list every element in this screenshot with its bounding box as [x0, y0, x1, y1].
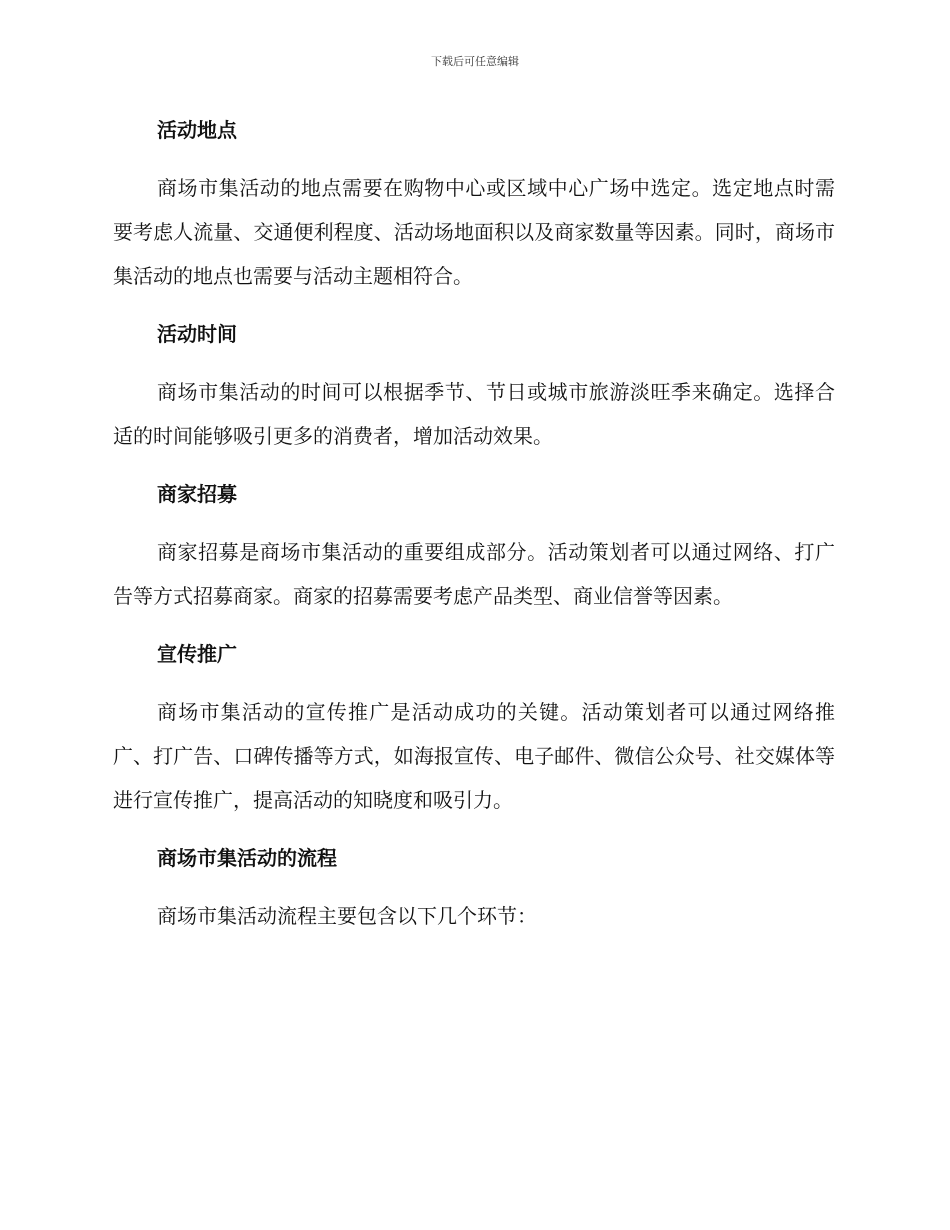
- section-paragraph-location: 商场市集活动的地点需要在购物中心或区域中心广场中选定。选定地点时需要考虑人流量、交通便利程度、活动场地面积以及商家数量等因素。同时，商场市集活动的地点也需要与活动主题相符合。: [113, 176, 835, 288]
- section-heading-promotion: 宣传推广: [157, 642, 237, 666]
- section-heading-time: 活动时间: [157, 322, 237, 346]
- section-heading-location: 活动地点: [157, 118, 237, 142]
- section-paragraph-process: 商场市集活动流程主要包含以下几个环节：: [157, 904, 537, 928]
- section-paragraph-merchant-recruitment: 商家招募是商场市集活动的重要组成部分。活动策划者可以通过网络、打广告等方式招募商家。商家的招募需要考虑产品类型、商业信誉等因素。: [113, 540, 835, 608]
- page-header-note: 下载后可任意编辑: [431, 55, 519, 68]
- section-paragraph-promotion: 商场市集活动的宣传推广是活动成功的关键。活动策划者可以通过网络推广、打广告、口碑传播等方式，如海报宣传、电子邮件、微信公众号、社交媒体等进行宣传推广，提高活动的知晓度和吸引力。: [113, 700, 835, 812]
- section-heading-merchant-recruitment: 商家招募: [157, 482, 237, 506]
- section-heading-process: 商场市集活动的流程: [157, 846, 337, 870]
- document-body: [113, 108, 835, 938]
- section-paragraph-time: 商场市集活动的时间可以根据季节、节日或城市旅游淡旺季来确定。选择合适的时间能够吸引更多的消费者，增加活动效果。: [113, 380, 835, 448]
